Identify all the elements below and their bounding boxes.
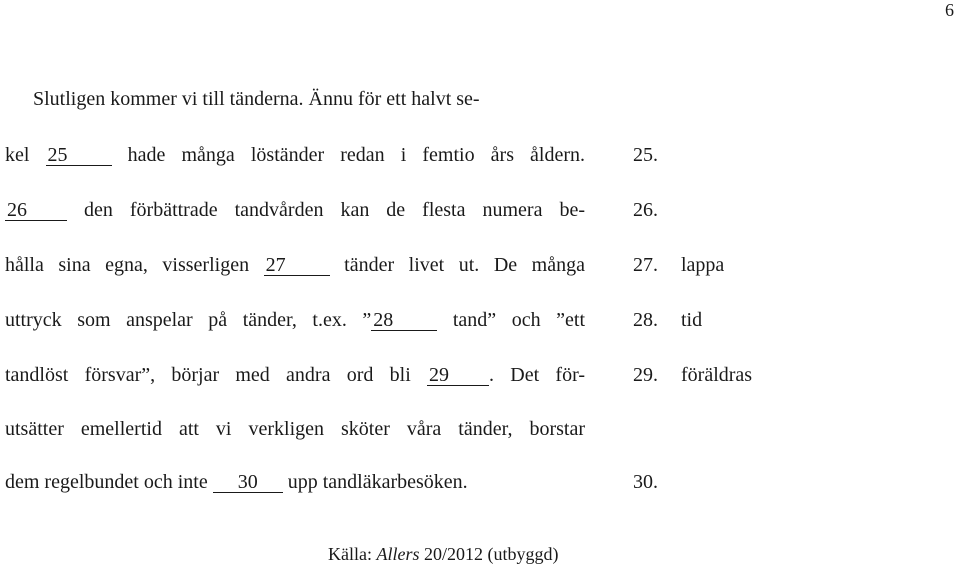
source-publication: Allers bbox=[376, 544, 420, 564]
line-text: uttryck som anspelar på tänder, t.ex. ” bbox=[5, 309, 372, 331]
answer-option: tid bbox=[681, 309, 703, 331]
source-citation bbox=[328, 543, 558, 565]
answer-number: 25. bbox=[633, 144, 658, 166]
blank-30: 30 bbox=[213, 472, 283, 493]
text-line-1: Slutligen kommer vi till tänderna. Ännu för ett halvt se- bbox=[33, 88, 480, 110]
blank-29: 29 bbox=[427, 365, 489, 386]
line-text: hade många löständer redan i femtio års åldern. bbox=[127, 144, 586, 166]
text-line-4 bbox=[5, 253, 585, 277]
line-text: tand” och ”ett bbox=[452, 309, 585, 331]
text-line-2 bbox=[5, 143, 585, 167]
answer-26[interactable] bbox=[633, 198, 681, 222]
page-number: 6 bbox=[945, 0, 954, 20]
answer-27[interactable] bbox=[633, 253, 724, 277]
text-line-5 bbox=[5, 308, 585, 332]
line-text: upp tandläkarbesöken. bbox=[287, 471, 468, 493]
line-text: tänder livet ut. De många bbox=[344, 254, 585, 276]
answer-29[interactable] bbox=[633, 363, 752, 387]
answer-number: 26. bbox=[633, 199, 658, 221]
line-text: kel bbox=[5, 144, 30, 166]
blank-27: 27 bbox=[264, 255, 330, 276]
blank-26: 26 bbox=[5, 200, 67, 221]
source-suffix: 20/2012 (utbyggd) bbox=[419, 544, 559, 564]
text-line-8 bbox=[5, 470, 585, 494]
answer-number: 27. bbox=[633, 254, 658, 276]
text-line-3 bbox=[5, 198, 585, 222]
blank-25: 25 bbox=[46, 145, 112, 166]
answer-option: lappa bbox=[681, 254, 725, 276]
source-prefix: Källa: bbox=[328, 544, 377, 564]
line-text: hålla sina egna, visserligen bbox=[5, 254, 250, 276]
answer-option: föräldras bbox=[681, 364, 753, 386]
answer-number: 30. bbox=[633, 471, 658, 493]
answer-number: 29. bbox=[633, 364, 658, 386]
answer-number: 28. bbox=[633, 309, 658, 331]
answer-30[interactable] bbox=[633, 470, 681, 494]
line-text: den förbättrade tandvården kan de flesta numera be- bbox=[84, 199, 585, 221]
blank-28: 28 bbox=[371, 310, 437, 331]
text-line-6 bbox=[5, 363, 585, 387]
answer-25[interactable] bbox=[633, 143, 681, 167]
answer-28[interactable] bbox=[633, 308, 702, 332]
line-text: . Det för- bbox=[489, 364, 585, 386]
line-text: tandlöst försvar”, börjar med andra ord bli bbox=[5, 364, 411, 386]
text-line-7: utsätter emellertid att vi verkligen sköter våra tänder, borstar bbox=[5, 418, 585, 440]
line-text: dem regelbundet och inte bbox=[5, 471, 208, 493]
